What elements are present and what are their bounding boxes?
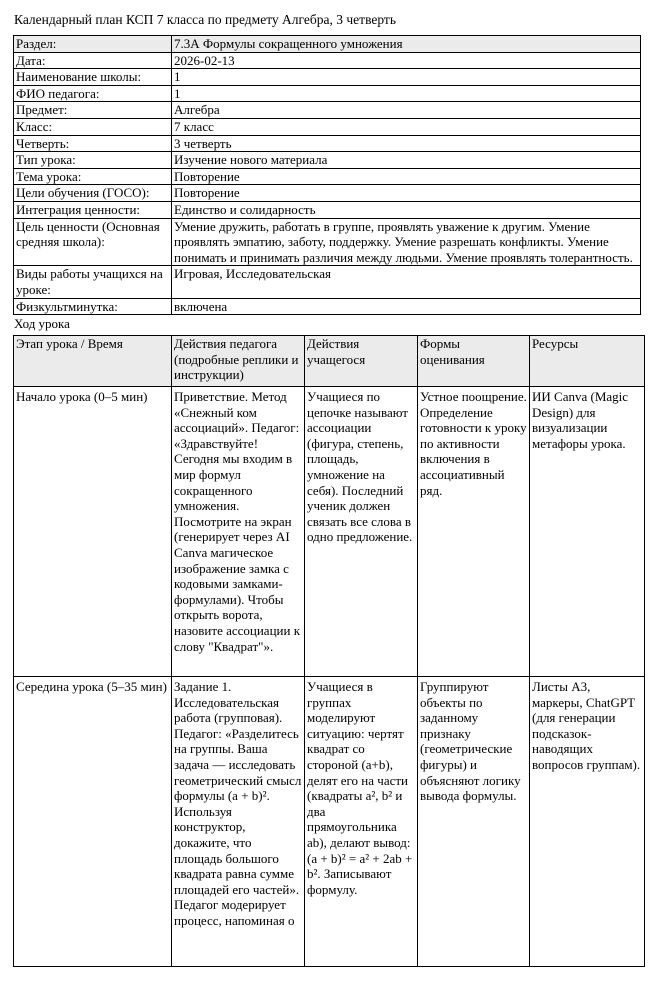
info-row (14, 135, 641, 152)
cell-student-actions: Учащиеся по цепочке называют ассоциации (фигура, степень, площадь, умножение на себя). Последний ученик должен связать все слова в одно предложение. (305, 387, 418, 677)
info-row (14, 52, 641, 69)
info-value: 7 класс (172, 118, 641, 135)
info-label: Тема урока: (14, 168, 172, 185)
info-row (14, 69, 641, 86)
header-stage: Этап урока / Время (14, 336, 172, 387)
info-label: Раздел: (14, 36, 172, 53)
info-label: Тип урока: (14, 152, 172, 169)
info-label: Класс: (14, 118, 172, 135)
info-label: Физкультминутка: (14, 298, 172, 315)
header-teacher-actions: Действия педагога (подробные реплики и инструкции) (172, 336, 305, 387)
cell-stage: Начало урока (0–5 мин) (14, 387, 172, 677)
cell-teacher-actions: Приветствие. Метод «Снежный ком ассоциаций». Педагог: «Здравствуйте! Сегодня мы входим в мир формул сокращенного умножения. Посмотрите на экран (генерирует через AI Canva магическое изображение замка с кодовыми замками-формулами). Чтобы открыть ворота, назовите ассоциации к слову "Квадрат"». (172, 387, 305, 677)
info-value: 7.3А Формулы сокращенного умножения (172, 36, 641, 53)
info-label: Интеграция ценности: (14, 201, 172, 218)
lesson-row-middle (14, 677, 645, 967)
info-label: Цели обучения (ГОСО): (14, 185, 172, 202)
info-row (14, 85, 641, 102)
info-row (14, 152, 641, 169)
info-label: Четверть: (14, 135, 172, 152)
info-label: Наименование школы: (14, 69, 172, 86)
info-label: Дата: (14, 52, 172, 69)
info-value: Единство и солидарность (172, 201, 641, 218)
info-value: 1 (172, 85, 641, 102)
info-value: Изучение нового материала (172, 152, 641, 169)
info-value: 2026-02-13 (172, 52, 641, 69)
header-assessment: Формы оценивания (418, 336, 530, 387)
cell-resources: ИИ Canva (Magic Design) для визуализации метафоры урока. (530, 387, 645, 677)
info-value: Повторение (172, 185, 641, 202)
cell-teacher-actions: Задание 1. Исследовательская работа (групповая). Педагог: «Разделитесь на группы. Ваша задача — исследовать геометрический смысл формулы (a + b)². Используя конструктор, докажите, что площадь большого квадрата равна сумме площадей его частей». Педагог модерирует процесс, напоминая о (172, 677, 305, 967)
info-row (14, 201, 641, 218)
info-value: Умение дружить, работать в группе, проявлять уважение к другим. Умение проявлять эмпатию, заботу, поддержку. Умение разрешать конфликты. Умение понимать и принимать различия между людьми. Умение проявлять толерантность. (172, 218, 641, 266)
lesson-table-header (14, 336, 645, 387)
info-row (14, 118, 641, 135)
info-label: Предмет: (14, 102, 172, 119)
info-row (14, 168, 641, 185)
header-resources: Ресурсы (530, 336, 645, 387)
info-row (14, 218, 641, 266)
cell-assessment: Устное поощрение. Определение готовности к уроку по активности включения в ассоциативный ряд. (418, 387, 530, 677)
lesson-progress-heading: Ход урока (14, 316, 70, 331)
info-value: 3 четверть (172, 135, 641, 152)
lesson-info-table (13, 35, 641, 315)
info-value: Игровая, Исследовательская (172, 266, 641, 298)
info-label: ФИО педагога: (14, 85, 172, 102)
info-value: Алгебра (172, 102, 641, 119)
header-student-actions: Действия учащегося (305, 336, 418, 387)
cell-student-actions: Учащиеся в группах моделируют ситуацию: чертят квадрат со стороной (a+b), делят его на части (квадраты a², b² и два прямоугольника ab), делают вывод: (a + b)² = a² + 2ab + b². Записывают формулу. (305, 677, 418, 967)
cell-assessment: Группируют объекты по заданному признаку (геометрические фигуры) и объясняют логику вывода формулы. (418, 677, 530, 967)
info-row (14, 185, 641, 202)
info-row (14, 298, 641, 315)
info-value: 1 (172, 69, 641, 86)
info-row (14, 36, 641, 53)
info-label: Цель ценности (Основная средняя школа): (14, 218, 172, 266)
cell-stage: Середина урока (5–35 мин) (14, 677, 172, 967)
document-title: Календарный план КСП 7 класса по предмету Алгебра, 3 четверть (14, 12, 396, 27)
lesson-plan-table (13, 335, 645, 967)
lesson-row-start (14, 387, 645, 677)
cell-resources: Листы А3, маркеры, ChatGPT (для генерации подсказок-наводящих вопросов группам). (530, 677, 645, 967)
info-label: Виды работы учащихся на уроке: (14, 266, 172, 298)
info-row (14, 102, 641, 119)
info-value: включена (172, 298, 641, 315)
info-row (14, 266, 641, 298)
info-value: Повторение (172, 168, 641, 185)
